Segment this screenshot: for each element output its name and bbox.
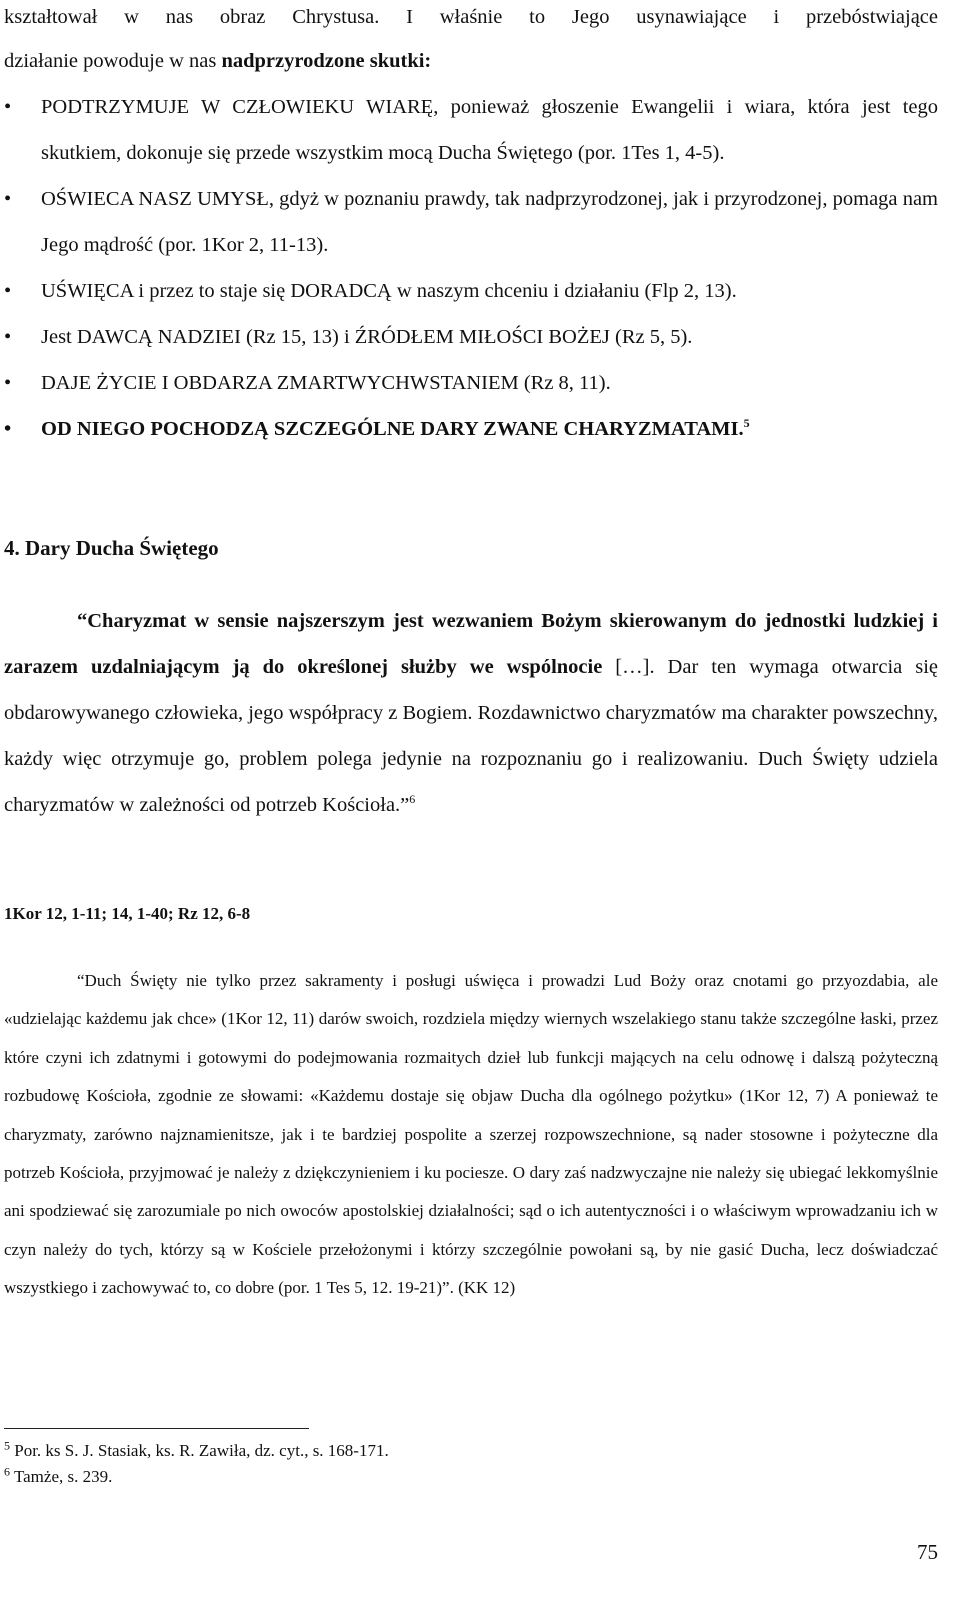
bullet-marker: • <box>4 188 12 210</box>
kk-quote <box>4 962 938 1308</box>
list-item <box>0 360 960 406</box>
list-item <box>0 406 960 452</box>
quote-paragraph <box>4 598 938 828</box>
effects-list <box>0 84 960 452</box>
bullet-marker: • <box>4 96 12 118</box>
section-heading: 4. Dary Ducha Świętego <box>4 536 219 560</box>
footnote-5 <box>4 1438 389 1464</box>
list-item <box>0 176 960 268</box>
footnote-divider <box>4 1428 309 1429</box>
footnote-number: 5 <box>4 1438 10 1453</box>
list-item <box>0 268 960 314</box>
intro-line-2 <box>4 38 938 84</box>
footnote-6 <box>4 1464 112 1490</box>
list-item-text: PODTRZYMUJE W CZŁOWIEKU WIARĘ, ponieważ głoszenie Ewangelii i wiara, która jest tego skutkiem, dokonuje się przede wszystkim mocą Ducha Świętego (por. 1Tes 1, 4-5). <box>41 96 938 164</box>
footnote-text: Tamże, s. 239. <box>10 1467 113 1486</box>
footnote-text: Por. ks S. J. Stasiak, ks. R. Zawiła, dz. cyt., s. 168-171. <box>10 1441 389 1460</box>
footnote-ref: 6 <box>409 792 416 807</box>
intro-bold-text: nadprzyrodzone skutki: <box>221 50 432 72</box>
intro-line-1 <box>4 0 938 40</box>
list-item-text: DAJE ŻYCIE I OBDARZA ZMARTWYCHWSTANIEM (Rz 8, 11). <box>41 372 611 394</box>
quote-text: […]. Dar ten wymaga otwarcia się obdarowywanego człowieka, jego współpracy z Bogiem. Rozdawnictwo charyzmatów ma charakter powszechny, każdy więc otrzymuje go, problem polega jedynie na rozpoznaniu go i realizowaniu. Duch Święty udziela charyzmatów w zależności od potrzeb Kościoła.” <box>4 656 938 816</box>
footnote-ref: 5 <box>743 416 750 431</box>
list-item <box>0 314 960 360</box>
charism-quote <box>4 598 938 828</box>
footnote-number: 6 <box>4 1464 10 1479</box>
intro-text-2: działanie powoduje w nas <box>4 50 222 72</box>
bullet-marker: • <box>4 418 12 440</box>
bullet-marker: • <box>4 280 12 302</box>
page-number: 75 <box>917 1540 938 1564</box>
quote-bold-text: “Charyzmat w sensie najszerszym jest wezwaniem Bożym skierowanym do jednostki ludzkiej i zarazem uzdalniającym ją do określonej służby we wspólnocie <box>4 610 938 678</box>
list-item-text: OD NIEGO POCHODZĄ SZCZEGÓLNE DARY ZWANE CHARYZMATAMI. <box>41 418 744 440</box>
kk-paragraph: “Duch Święty nie tylko przez sakramenty i posługi uświęca i prowadzi Lud Boży oraz cnotami go przyozdabia, ale «udzielając każdemu jak chce» (1Kor 12, 11) darów swoich, rozdziela między wiernych wszelakiego stanu także szczególne łaski, przez które czyni ich zdatnymi i gotowymi do podejmowania rozmaitych dzieł lub funkcji mających na celu odnowę i dalszą pożyteczną rozbudowę Kościoła, zgodnie ze słowami: «Każdemu dostaje się objaw Ducha dla ogólnego pożytku» (1Kor 12, 7) A ponieważ te charyzmaty, zarówno najznamienitsze, jak i te bardziej pospolite a szerzej rozpowszechnione, są nader stosowne i pożyteczne dla potrzeb Kościoła, przyjmować je należy z dziękczynieniem i ku pociesze. O dary zaś nadzwyczajne nie należy się ubiegać lekkomyślnie ani spodziewać się zarozumiale po nich owoców apostolskiej działalności; sąd o ich autentyczności i o właściwym wprowadzaniu ich w czyn należy do tych, którzy są w Kościele przełożonymi i którzy szczególnie powołani są, by nie gasić Ducha, lecz doświadczać wszystkiego i zachowywać to, co dobre (por. 1 Tes 5, 12. 19-21)”. (KK 12) <box>4 971 938 1298</box>
list-item-text: UŚWIĘCA i przez to staje się DORADCĄ w naszym chceniu i działaniu (Flp 2, 13). <box>41 280 737 302</box>
intro-text-1: kształtował w nas obraz Chrystusa. I właśnie to Jego usynawiające i przebóstwiające <box>4 6 938 28</box>
list-item-text: Jest DAWCĄ NADZIEI (Rz 15, 13) i ŹRÓDŁEM MIŁOŚCI BOŻEJ (Rz 5, 5). <box>41 326 693 348</box>
bullet-marker: • <box>4 326 12 348</box>
list-item-text: OŚWIECA NASZ UMYSŁ, gdyż w poznaniu prawdy, tak nadprzyrodzonej, jak i przyrodzonej, pomaga nam Jego mądrość (por. 1Kor 2, 11-13). <box>41 188 938 256</box>
bullet-marker: • <box>4 372 12 394</box>
list-item <box>0 84 960 176</box>
bible-references: 1Kor 12, 1-11; 14, 1-40; Rz 12, 6-8 <box>4 904 251 923</box>
